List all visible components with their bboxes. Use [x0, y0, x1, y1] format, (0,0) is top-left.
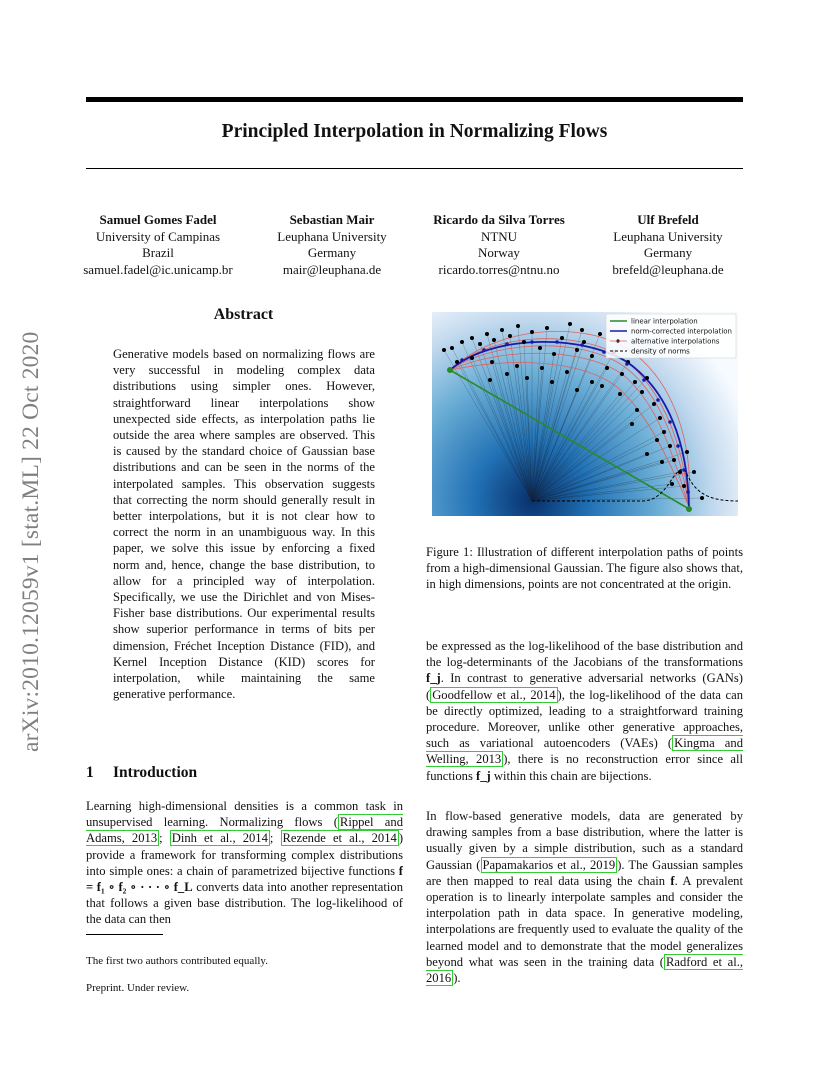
sample-point	[516, 324, 520, 328]
sample-point	[672, 458, 676, 462]
sample-point	[505, 372, 509, 376]
legend-alternative-label: alternative interpolations	[631, 337, 720, 346]
author-email: brefeld@leuphana.de	[612, 261, 724, 277]
legend	[606, 314, 736, 358]
interpolated-point	[668, 420, 672, 424]
interpolation-plot	[432, 312, 738, 516]
text-run: ), the log-likelihood of the data can be directly optimized, leading to a straightforward training procedure. Moreover, unlike other generative approaches, such as variational autoencoders (VAEs) (	[426, 687, 743, 751]
sample-point	[550, 380, 554, 384]
sample-point	[618, 392, 622, 396]
author-country: Norway	[478, 245, 520, 260]
interpolated-point	[580, 343, 584, 347]
sample-point	[565, 370, 569, 374]
legend-norm-label: norm-corrected interpolation	[631, 327, 732, 336]
interpolated-point	[682, 468, 686, 472]
interpolated-point	[676, 444, 680, 448]
abstract-text: Generative models based on normalizing flows are very successful in modeling complex data distributions using simpler ones. However, straightforward linear interpolations show unexpected side effects, as interpolation paths lie outside the area where samples are observed. This is caused by the standard choice of Gaussian base distributions and can be seen in the norms of the interpolated samples. This observation suggests that correcting the norm should generally result in better interpolations, but it is not clear how to correct the norm in an unambiguous way. In this paper, we solve this issue by enforcing a fixed norm and, hence, change the base distribution, to allow for a principled way of interpolation. Specifically, we use the Dirichlet and von Mises-Fisher base distributions. Our experimental results show superior performance in terms of bits per dimension, Fréchet Inception Distance (FID), and Kernel Inception Distance (KID) scores for interpolation, while maintaining the same generative performance.	[113, 347, 375, 702]
sample-point	[658, 416, 662, 420]
author-email: ricardo.torres@ntnu.no	[438, 261, 560, 277]
text-run: within this chain are bijections.	[490, 768, 652, 783]
sample-point	[652, 402, 656, 406]
sample-point	[700, 496, 704, 500]
sample-point	[460, 340, 464, 344]
sample-point	[678, 470, 682, 474]
intro-paragraph-continued	[426, 638, 743, 784]
sample-point	[668, 444, 672, 448]
flow-models-paragraph	[426, 808, 743, 986]
paper-title: Principled Interpolation in Normalizing Flows	[221, 121, 608, 142]
figure-caption: Figure 1: Illustration of different interpolation paths of points from a high-dimensional Gaussian. The figure also shows that, in high dimensions, points are not concentrated at the origin.	[426, 545, 743, 592]
sample-point	[575, 388, 579, 392]
interpolated-point	[482, 348, 486, 352]
sample-point	[655, 438, 659, 442]
sample-point	[640, 390, 644, 394]
sample-point	[635, 408, 639, 412]
footnote-equal-contribution: The first two authors contributed equally.	[86, 955, 268, 967]
sample-point	[692, 470, 696, 474]
text-run: In flow-based generative models, data are generated by drawing samples from a base distribution, where the latter is usually given by a simple distribution, such as a standard Gaussian (	[426, 809, 743, 872]
sample-point	[515, 364, 519, 368]
footnote-preprint: Preprint. Under review.	[86, 982, 190, 994]
interpolated-point	[460, 358, 464, 362]
author-name: Samuel Gomes Fadel	[99, 212, 217, 227]
interpolated-point	[555, 340, 559, 344]
text-run: ), there is no reconstruction error since all functions	[426, 752, 744, 783]
text-run: . In contrast to generative adversarial networks (GANs) (	[426, 671, 743, 702]
sample-point	[685, 450, 689, 454]
interpolated-point	[686, 490, 690, 494]
sample-point	[590, 354, 594, 358]
author-email: samuel.fadel@ic.unicamp.br	[83, 261, 233, 277]
author-4	[590, 212, 746, 278]
text-run: ;	[159, 831, 170, 846]
sample-point	[633, 380, 637, 384]
sample-point	[522, 340, 526, 344]
sample-point	[660, 460, 664, 464]
text-run: ) provide a framework for transforming complex distributions into simple ones: a chain of parametrized bijective functions	[86, 831, 404, 878]
sample-point	[530, 330, 534, 334]
sample-point	[598, 332, 602, 336]
sample-point	[442, 348, 446, 352]
formula: f = f₁ ∘ f₂ ∘ · · · ∘ f_L	[86, 863, 403, 895]
interpolated-point	[602, 350, 606, 354]
sample-point	[490, 360, 494, 364]
sample-point	[682, 484, 686, 488]
title-top-rule	[86, 97, 743, 102]
sample-point	[540, 366, 544, 370]
footnote-rule	[86, 934, 163, 935]
author-affiliation: Leuphana University	[613, 228, 723, 244]
sample-point	[525, 376, 529, 380]
citation-link[interactable]: Papamakarios et al., 2019	[482, 857, 616, 872]
sample-point	[568, 322, 572, 326]
formula: f	[670, 873, 675, 888]
author-affiliation: Leuphana University	[277, 228, 387, 244]
citation-link[interactable]: Rippel and Adams, 2013	[86, 815, 403, 846]
section-number: 1	[86, 764, 94, 781]
citation-link[interactable]: Dinh et al., 2014	[171, 831, 268, 846]
sample-point	[492, 338, 496, 342]
citation-link[interactable]: Kingma and Welling, 2013	[426, 736, 743, 767]
sample-point	[488, 378, 492, 382]
sample-point	[485, 332, 489, 336]
sample-point	[508, 334, 512, 338]
title-bottom-rule	[86, 168, 743, 169]
author-affiliation: University of Campinas	[95, 228, 221, 244]
sample-point	[645, 452, 649, 456]
author-name: Ulf Brefeld	[637, 212, 699, 227]
interpolated-point	[505, 342, 509, 346]
author-country: Germany	[307, 245, 357, 260]
formula: f_j	[426, 671, 441, 686]
text-run: be expressed as the log-likelihood of the base distribution and the log-determinants of the Jacobians of the transformations	[426, 639, 743, 670]
citation-link[interactable]: Rezende et al., 2014	[282, 831, 397, 846]
start-point	[447, 367, 453, 373]
author-country: Brazil	[142, 245, 174, 260]
sample-point	[500, 328, 504, 332]
sample-point	[630, 422, 634, 426]
sample-point	[662, 430, 666, 434]
legend-linear-label: linear interpolation	[631, 317, 698, 326]
author-3	[412, 212, 586, 278]
sample-point	[600, 384, 604, 388]
sample-point	[580, 328, 584, 332]
section-title: Introduction	[113, 764, 198, 781]
legend-density-label: density of norms	[631, 347, 690, 356]
interpolated-point	[530, 340, 534, 344]
end-point	[686, 506, 692, 512]
author-email: mair@leuphana.de	[282, 261, 382, 277]
text-run: ;	[269, 831, 281, 846]
sample-point	[605, 366, 609, 370]
intro-paragraph	[86, 798, 403, 928]
sample-point	[478, 342, 482, 346]
interpolated-point	[625, 362, 629, 366]
sample-point	[470, 336, 474, 340]
sample-point	[670, 482, 674, 486]
author-affiliation: NTNU	[480, 228, 518, 244]
text-run: ). The Gaussian samples are then mapped to real data using the chain	[426, 857, 743, 888]
sample-point	[560, 336, 564, 340]
interpolated-point	[642, 378, 646, 382]
section-heading	[86, 764, 197, 782]
sample-point	[455, 360, 459, 364]
abstract-heading: Abstract	[213, 306, 274, 323]
citation-link[interactable]: Radford et al., 2016	[426, 954, 743, 986]
sample-point	[575, 348, 579, 352]
sample-point	[552, 352, 556, 356]
text-run: ).	[453, 971, 461, 986]
sample-point	[545, 326, 549, 330]
author-name: Ricardo da Silva Torres	[433, 212, 565, 227]
arxiv-identifier: arXiv:2010.12059v1 [stat.ML] 22 Oct 2020	[18, 331, 44, 752]
figure-1	[432, 312, 738, 516]
author-2	[252, 212, 412, 278]
author-1	[70, 212, 246, 278]
author-name: Sebastian Mair	[289, 212, 375, 227]
author-country: Germany	[643, 245, 693, 260]
interpolated-point	[656, 398, 660, 402]
text-run: converts data into another representation that follows a given base distribution. The log-likelihood of the data can then	[86, 880, 403, 927]
sample-point	[590, 380, 594, 384]
citation-link[interactable]: Goodfellow et al., 2014	[432, 687, 556, 702]
sample-point	[620, 372, 624, 376]
text-run: . A prevalent operation is to linearly interpolate samples and consider the interpolation path in data space. In generative modeling, interpolations are frequently used to evaluate the quality of the learned model and to demonstrate that the model generalizes beyond what was seen in the training data (	[426, 873, 743, 969]
sample-point	[450, 346, 454, 350]
sample-point	[470, 356, 474, 360]
formula: f_j	[476, 768, 491, 783]
text-run: Learning high-dimensional densities is a common task in unsupervised learning. Normalizing flows (	[86, 799, 403, 830]
sample-point	[538, 346, 542, 350]
